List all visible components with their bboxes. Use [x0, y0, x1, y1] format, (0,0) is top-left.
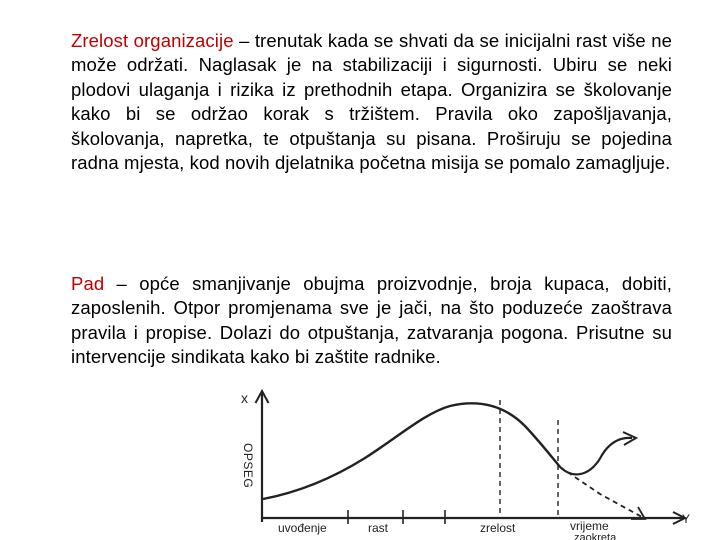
maturity-term: Zrelost organizacije — [71, 30, 234, 51]
phase-label-turnaround: zaokreta — [574, 532, 617, 540]
x-axis-marker: Y — [682, 512, 691, 526]
decline-description: – opće smanjivanje obujma proizvodnje, broja kupaca, dobiti, zaposlenih. Otpor promjenama sve je jači, na što poduzeće zaoštrava pravila i propise. Dolazi do otpuštanja, zatvaranja pogona. Prisutne su intervencije sindikata kako bi zaštite radnike. — [71, 273, 672, 368]
recovery-arrow-icon — [623, 432, 636, 445]
x-axis-arrow-icon — [673, 512, 685, 524]
y-axis-marker: x — [241, 390, 248, 406]
recovery-curve — [560, 438, 632, 474]
decline-arrow-icon — [631, 507, 645, 519]
decline-term: Pad — [71, 273, 105, 294]
y-axis-arrow-icon — [256, 391, 269, 403]
decline-paragraph — [71, 272, 672, 370]
decline-dashed-curve — [560, 467, 642, 517]
phase-label-growth: rast — [368, 521, 389, 535]
phase-label-introduction: uvođenje — [278, 521, 327, 535]
maturity-description: – trenutak kada se shvati da se inicijalni rast više ne može održati. Naglasak je na stabilizaciji i sigurnosti. Ubiru se neki plodovi ulaganja i rizika iz prethodnih etapa. Organizira se školovanje kako bi se održao korak s tržištem. Pravila oko zapošljavanja, školovanja, napretka, te otpuštanja su pisana. Proširuju se pojedina radna mjesta, kod novih djelatnika početna misija se pomalo zamagljuje. — [71, 30, 673, 174]
phase-label-turnaround-time: vrijeme — [570, 519, 609, 533]
y-axis-label: OPSEG — [241, 443, 255, 489]
phase-label-maturity: zrelost — [480, 521, 516, 535]
maturity-paragraph — [71, 29, 672, 175]
lifecycle-curve — [263, 403, 560, 499]
